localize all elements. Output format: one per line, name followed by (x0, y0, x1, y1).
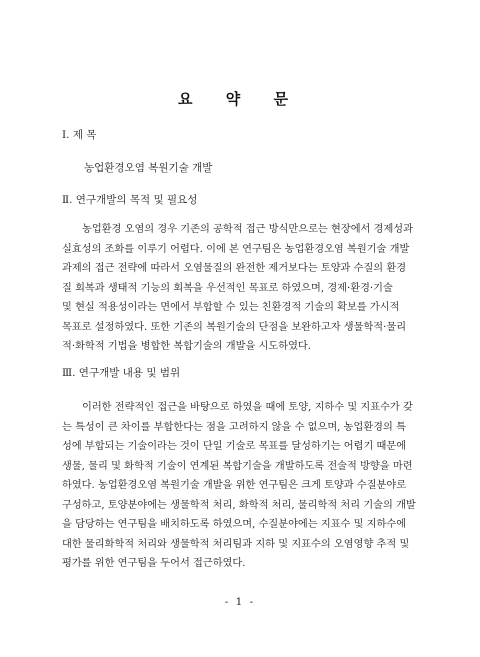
paragraph-line: 구성하고, 토양분야에는 생물학적 처리, 화학적 처리, 물리학적 처리 기술의 개발 (62, 499, 416, 511)
paragraph-purpose (62, 220, 418, 357)
paragraph-line: 는 특성이 큰 차이를 부합한다는 점을 고려하지 않을 수 없으며, 농업환경의 특 (62, 421, 406, 433)
section-heading-2: Ⅱ. 연구개발의 목적 및 필요성 (62, 194, 198, 206)
section-heading-3: Ⅲ. 연구개발 내용 및 범위 (62, 367, 181, 379)
paragraph-line: 적·화학적 기법을 병합한 복합기술의 개발을 시도하였다. (62, 341, 312, 352)
paragraph-line: 질 회복과 생태적 기능의 회복을 우선적인 목표로 하였으며, 경제·환경·기술 (62, 282, 393, 294)
paragraph-scope (62, 398, 418, 574)
paragraph-line: 성에 부합되는 기술이라는 것이 단일 기술로 목표를 달성하기는 어렵기 때문에 (62, 441, 407, 452)
paragraph-line: 생물, 물리 및 화학적 기술이 연계된 복합기술을 개발하도록 전술적 방향을 마련 (62, 460, 413, 472)
paragraph-line: 평가를 위한 연구팀을 두어서 접근하였다. (62, 558, 246, 569)
paragraph-line: 과제의 접근 전략에 따라서 오염물질의 완전한 제거보다는 토양과 수질의 환경 (62, 263, 407, 274)
paragraph-line: 을 담당하는 연구팀을 배치하도록 하였으며, 수질분야에는 지표수 및 지하수에 (62, 519, 407, 530)
page-number: - 1 - (224, 596, 256, 608)
subject-text: 농업환경오염 복원기술 개발 (84, 162, 213, 174)
document-title: 요 약 문 (178, 90, 302, 108)
paragraph-line: 실효성의 조화를 이루기 어렵다. 이에 본 연구팀은 농업환경오염 복원기술 개발 (62, 243, 410, 255)
paragraph-line: 및 현실 적용성이라는 면에서 부합할 수 있는 친환경적 기술의 확보를 가시적 (62, 302, 400, 313)
paragraph-line: 이러한 전략적인 접근을 바탕으로 하였을 때에 토양, 지하수 및 지표수가 갖 (82, 402, 413, 413)
paragraph-line: 목표로 설정하였다. 또한 기존의 복원기술의 단점을 보완하고자 생물학적·물리 (62, 321, 407, 333)
paragraph-line: 하였다. 농업환경오염 복원기술 개발을 위한 연구팀은 크게 토양과 수질분야로 (62, 480, 407, 491)
section-heading-1: Ⅰ. 제 목 (62, 129, 97, 141)
paragraph-line: 대한 물리화학적 처리와 생물학적 처리팀과 지하 및 지표수의 오염영향 추적 및 (62, 538, 410, 550)
paragraph-line: 농업환경 오염의 경우 기존의 공학적 접근 방식만으로는 현장에서 경제성과 (82, 224, 413, 235)
